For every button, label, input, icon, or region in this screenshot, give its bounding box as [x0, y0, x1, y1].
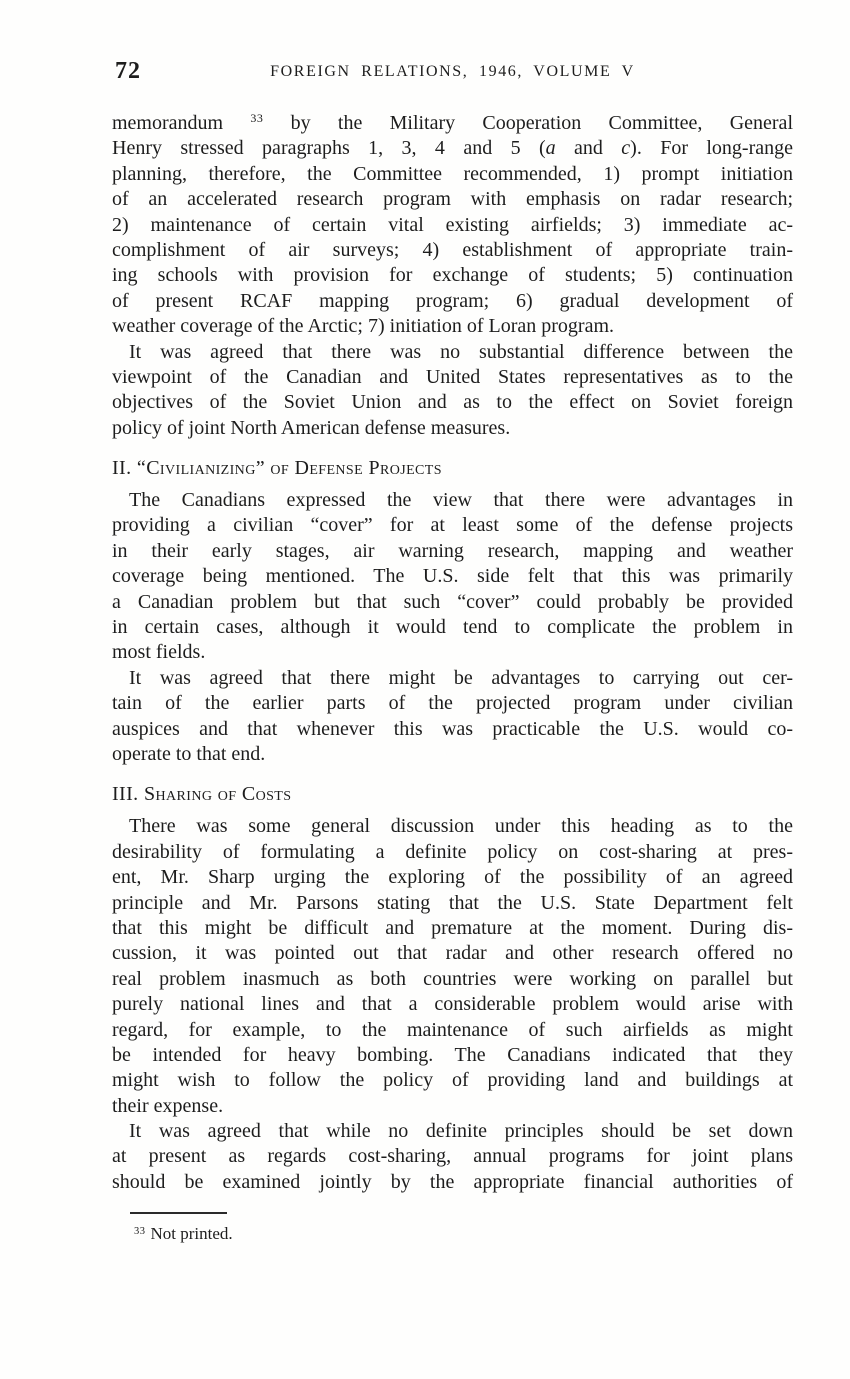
section-heading: II. “Civilianizing” of Defense Projects	[112, 457, 442, 480]
text-line: ing schools with provision for exchange of students; 5) continuation	[112, 264, 793, 287]
page-header	[112, 60, 793, 90]
text-line: cussion, it was pointed out that radar and other research offered no	[112, 942, 793, 965]
text-line: of an accelerated research program with emphasis on radar research;	[112, 188, 793, 211]
text-line: coverage being mentioned. The U.S. side felt that this was primarily	[112, 565, 793, 588]
text-line: tain of the earlier parts of the projected program under civilian	[112, 692, 793, 715]
text-line: policy of joint North American defense measures.	[112, 416, 511, 439]
footnote-text: Not printed.	[150, 1224, 233, 1244]
text-line: objectives of the Soviet Union and as to the effect on Soviet foreign	[112, 391, 793, 414]
text-line: their expense.	[112, 1094, 224, 1117]
paragraph	[112, 1119, 793, 1195]
running-header: FOREIGN RELATIONS, 1946, VOLUME V	[270, 63, 635, 80]
paragraph	[112, 814, 793, 1119]
text-line: weather coverage of the Arctic; 7) initiation of Loran program.	[112, 315, 615, 338]
text-line: operate to that end.	[112, 742, 266, 765]
text-line: There was some general discussion under this heading as to the	[129, 815, 793, 838]
footnote-reference: 33	[250, 111, 264, 125]
document-body	[112, 111, 793, 1195]
paragraph	[112, 488, 793, 666]
text-line: be intended for heavy bombing. The Canadians indicated that they	[112, 1043, 793, 1066]
italic-text: c	[621, 137, 631, 160]
text-line: auspices and that whenever this was practicable the U.S. would co-	[112, 717, 793, 740]
paragraph	[112, 111, 793, 340]
text-line: of present RCAF mapping program; 6) gradual development of	[112, 289, 793, 312]
text-line: It was agreed that while no definite principles should be set down	[129, 1120, 793, 1143]
text-line: memorandum $^{33}$ by the Military Cooperation Committee, General	[112, 111, 793, 134]
text-line: ent, Mr. Sharp urging the exploring of the possibility of an agreed	[112, 866, 793, 889]
text-line: The Canadians expressed the view that there were advantages in	[129, 489, 793, 512]
text-line: planning, therefore, the Committee recommended, 1) prompt initiation	[112, 162, 793, 185]
italic-text: a	[545, 137, 556, 160]
text-line: viewpoint of the Canadian and United States representatives as to the	[112, 365, 793, 388]
text-line: should be examined jointly by the appropriate financial authorities of	[112, 1170, 793, 1193]
text-line: It was agreed that there was no substantial difference between the	[129, 340, 793, 363]
text-line: regard, for example, to the maintenance of such airfields as might	[112, 1018, 793, 1041]
text-line: real problem inasmuch as both countries were working on parallel but	[112, 967, 793, 990]
text-line: in their early stages, air warning research, mapping and weather	[112, 539, 793, 562]
text-line: in certain cases, although it would tend to complicate the problem in	[112, 616, 793, 639]
text-line: might wish to follow the policy of providing land and buildings at	[112, 1069, 793, 1092]
text-line: a Canadian problem but that such “cover” could probably be provided	[112, 590, 793, 613]
text-line: at present as regards cost-sharing, annual programs for joint plans	[112, 1145, 793, 1168]
text-line: most fields.	[112, 641, 206, 664]
footnote-separator	[130, 1212, 227, 1214]
text-line: Henry stressed paragraphs 1, 3, 4 and 5 (a and c). For long-range	[112, 137, 793, 160]
text-line: complishment of air surveys; 4) establishment of appropriate train-	[112, 238, 793, 261]
text-line: providing a civilian “cover” for at least some of the defense projects	[112, 514, 793, 537]
footnote-marker: 33	[134, 1226, 146, 1238]
paragraph	[112, 666, 793, 768]
paragraph	[112, 340, 793, 442]
text-line: desirability of formulating a definite policy on cost-sharing at pres-	[112, 840, 793, 863]
section-heading: III. Sharing of Costs	[112, 783, 292, 806]
text-line: It was agreed that there might be advantages to carrying out cer-	[129, 666, 793, 689]
text-line: principle and Mr. Parsons stating that the U.S. State Department felt	[112, 891, 793, 914]
footnote	[112, 1223, 793, 1248]
text-line: that this might be difficult and premature at the moment. During dis-	[112, 916, 793, 939]
text-line: purely national lines and that a considerable problem would arise with	[112, 993, 793, 1016]
text-line: 2) maintenance of certain vital existing airfields; 3) immediate ac-	[112, 213, 793, 236]
page-number: 72	[115, 58, 141, 84]
